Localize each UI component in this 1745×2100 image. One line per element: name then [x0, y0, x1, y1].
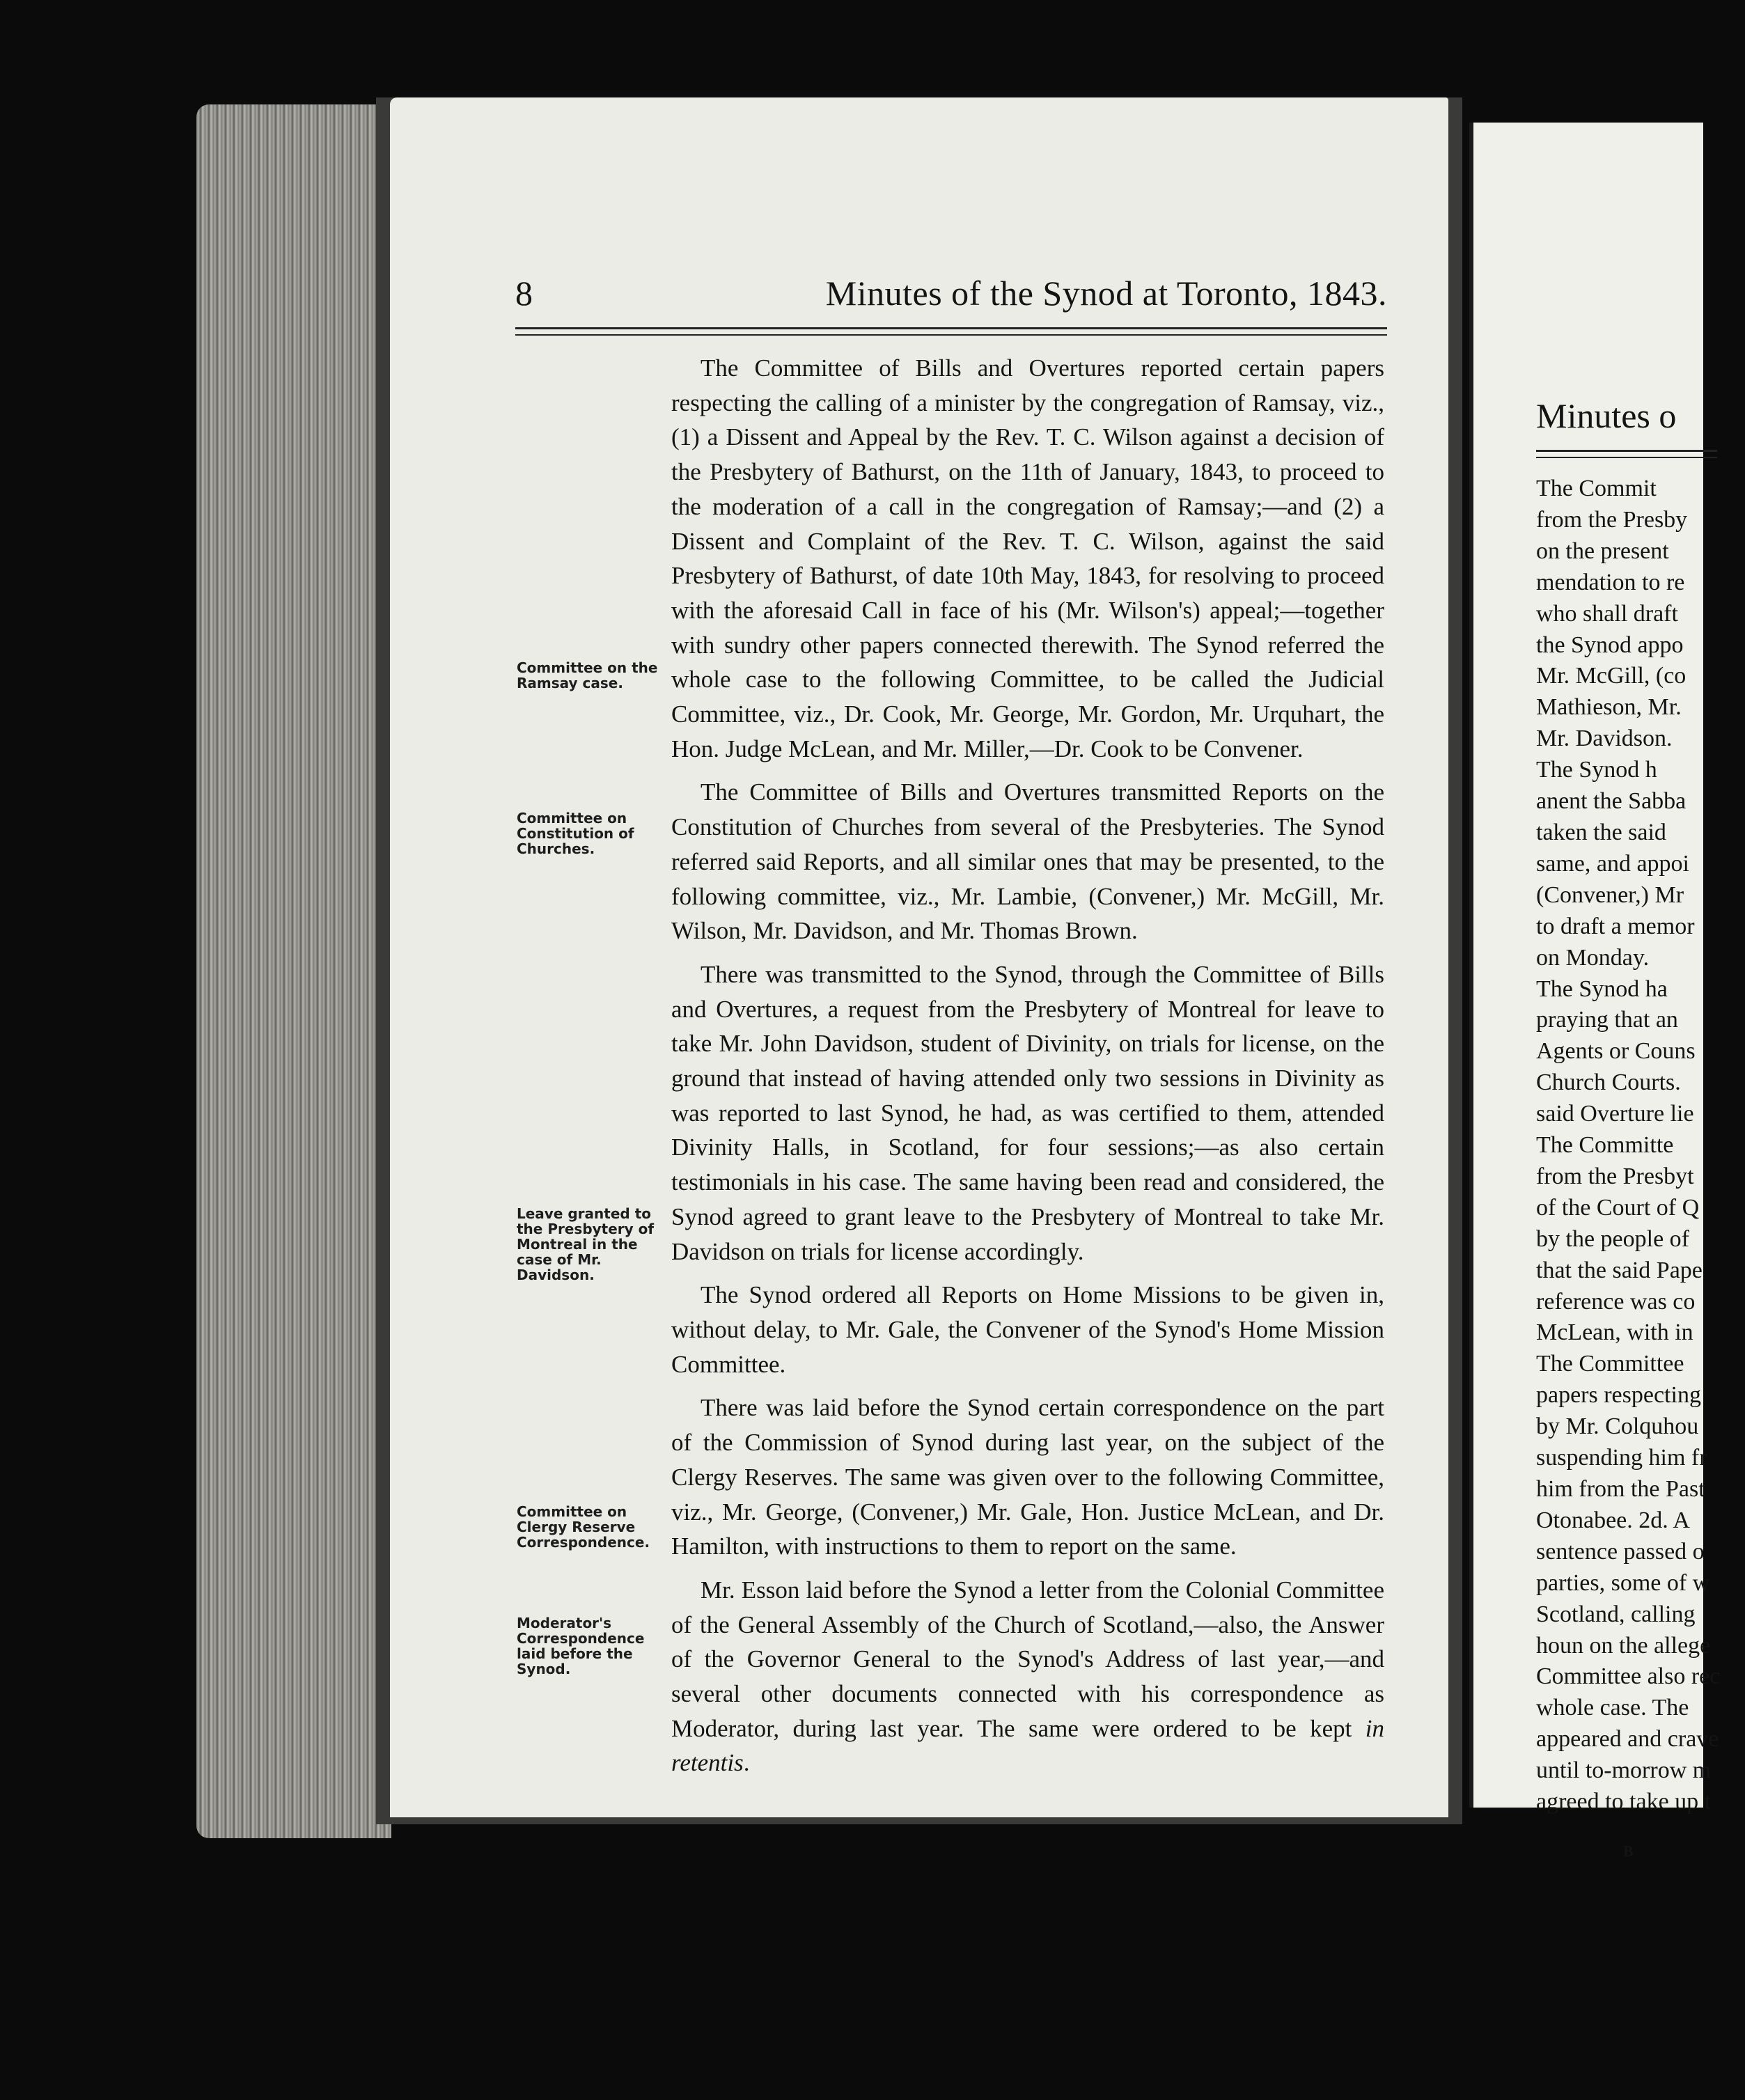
right-page-line: the Synod appo	[1536, 632, 1684, 658]
right-page	[1469, 123, 1721, 1860]
margin-note: Moderator's Correspondence laid before the Synod.	[517, 1615, 645, 1677]
right-page-line: The Committe	[1536, 1132, 1674, 1159]
right-page-line: Mathieson, Mr.	[1536, 694, 1682, 721]
margin-note: Committee on the Ramsay case.	[517, 659, 658, 691]
paragraph: There was laid before the Synod certain correspondence on the part of the Commission of Synod during last year, on the subject of the Clergy Reserves. The same was given over to the following Committee, viz., Mr. George, (Convener,) Mr. Gale, Hon. Justice McLean, and Dr. Hamilton, with instructions to them to report on the same.	[671, 1394, 1384, 1560]
running-title: Minutes of the Synod at Toronto, 1843.	[825, 274, 1387, 313]
header-rule-thick	[515, 327, 1387, 329]
paragraph-text: Mr. Esson laid before the Synod a letter from the Colonial Committee of the General Assembly of the Church of Scotland,—also, the Answer of the Governor General to the Synod's Address of last year,—and several other documents connected with his correspondence as Moderator, during last year. The same were ordered to be kept	[671, 1576, 1384, 1742]
right-page-line: suspending him fr	[1536, 1445, 1707, 1471]
right-page-line: that the said Pape	[1536, 1257, 1703, 1283]
right-page-line: Committee also rec	[1536, 1663, 1721, 1690]
header-rule-thin	[515, 334, 1387, 336]
right-header-rule-thick	[1536, 450, 1717, 452]
right-page-line: same, and appoi	[1536, 850, 1689, 877]
right-page-line: (Convener,) Mr	[1536, 881, 1684, 908]
right-page-line: houn on the allege	[1536, 1632, 1711, 1659]
right-page-line: Mr. McGill, (co	[1536, 663, 1687, 689]
right-page-line: taken the said	[1536, 819, 1666, 845]
right-page-line: The Commit	[1536, 476, 1657, 501]
right-page-line: him from the Past	[1536, 1476, 1705, 1502]
right-page-line: by the people of	[1536, 1225, 1689, 1252]
right-page-line: anent the Sabba	[1536, 788, 1687, 815]
right-page-line: papers respecting	[1536, 1382, 1701, 1409]
right-header-rule-thin	[1536, 457, 1717, 458]
right-page-line: mendation to re	[1536, 569, 1685, 595]
right-page-line: reference was co	[1536, 1288, 1696, 1315]
right-page-line: by Mr. Colquhou	[1536, 1413, 1699, 1440]
paragraph: The Committee of Bills and Overtures reported certain papers respecting the calling of a minister by the congregation of Ramsay, viz., (1) a Dissent and Appeal by the Rev. T. C. Wilson against a decision of the Presbytery of Bathurst, on the 11th of January, 1843, to proceed to the moderation of a call in the congregation of Ramsay;—and (2) a Dissent and Complaint of the Rev. T. C. Wilson, against the said Presbytery of Bathurst, of date 10th May, 1843, for resolving to proceed with the aforesaid Call in face of his (Mr. Wilson's) appeal;—together with sundry other papers connected therewith. The Synod referred the whole case to the following Committee, to be called the Judicial Committee, viz., Dr. Cook, Mr. George, Mr. Gordon, Mr. Urquhart, the Hon. Judge McLean, and Mr. Miller,—Dr. Cook to be Convener.	[671, 354, 1384, 762]
right-page-line: until to-morrow m	[1536, 1757, 1712, 1784]
right-page-line: on Monday.	[1536, 944, 1650, 971]
signature-mark: B	[1623, 1842, 1634, 1860]
right-running-title: Minutes o	[1536, 396, 1677, 435]
right-page-line: to draft a memor	[1536, 913, 1695, 939]
right-page-line: sentence passed o	[1536, 1538, 1705, 1565]
margin-note: Committee on Clergy Reserve Correspondence.	[517, 1503, 650, 1551]
right-page-line: Mr. Davidson.	[1536, 726, 1673, 752]
right-page-line: McLean, with in	[1536, 1319, 1693, 1346]
right-page-line: Agents or Couns	[1536, 1038, 1696, 1065]
right-page-line: of the Court of Q	[1536, 1194, 1700, 1221]
right-page-line: agreed to take up t	[1536, 1789, 1712, 1815]
right-page-line: from the Presby	[1536, 506, 1688, 533]
paragraph	[671, 1573, 1384, 1780]
right-page-line: praying that an	[1536, 1007, 1678, 1033]
page-number: 8	[515, 274, 533, 313]
margin-note: Committee on Constitution of Churches.	[517, 810, 634, 857]
body-text	[671, 351, 1384, 1789]
italic-phrase: in retentis	[671, 1714, 1384, 1777]
right-page-line: Church Courts.	[1536, 1069, 1681, 1096]
right-page-line: The Synod h	[1536, 757, 1657, 783]
right-page-line: Otonabee. 2d. A	[1536, 1507, 1690, 1533]
right-page-line: appeared and crave	[1536, 1726, 1719, 1753]
right-page-line: said Overture lie	[1536, 1101, 1694, 1127]
right-page-line: from the Presbyt	[1536, 1163, 1694, 1189]
paragraph-end: .	[743, 1749, 750, 1777]
right-page-text	[1536, 473, 1745, 1818]
right-page-line: parties, some of w	[1536, 1569, 1710, 1596]
right-page-line: on the present	[1536, 538, 1669, 564]
paragraph: There was transmitted to the Synod, through the Committee of Bills and Overtures, a request from the Presbytery of Montreal for leave to take Mr. John Davidson, student of Divinity, on trials for license, on the ground that instead of having attended only two sessions in Divinity as was reported to last Synod, he had, as was certified to them, attended Divinity Halls, in Scotland, for four sessions;—as also certain testimonials in his case. The same having been read and considered, the Synod agreed to grant leave to the Presbytery of Montreal to take Mr. Davidson on trials for license accordingly.	[671, 960, 1384, 1265]
book-page-edges	[196, 104, 391, 1838]
margin-note: Leave granted to the Presbytery of Montreal in the case of Mr. Davidson.	[517, 1205, 655, 1283]
page-header	[515, 273, 1387, 315]
right-page-line: The Committee	[1536, 1351, 1684, 1377]
right-page-line: Scotland, calling	[1536, 1601, 1696, 1627]
paragraph: The Committee of Bills and Overtures transmitted Reports on the Constitution of Churches from several of the Presbyteries. The Synod referred said Reports, and all similar ones that may be presented, to the following committee, viz., Mr. Lambie, (Convener,) Mr. McGill, Mr. Wilson, Mr. Davidson, and Mr. Thomas Brown.	[671, 778, 1384, 945]
right-page-line: whole case. The	[1536, 1695, 1689, 1721]
paragraph: The Synod ordered all Reports on Home Missions to be given in, without delay, to Mr. Gale, the Convener of the Synod's Home Mission Committee.	[671, 1281, 1384, 1378]
right-page-line: The Synod ha	[1536, 975, 1668, 1002]
right-page-line: who shall draft	[1536, 600, 1678, 627]
